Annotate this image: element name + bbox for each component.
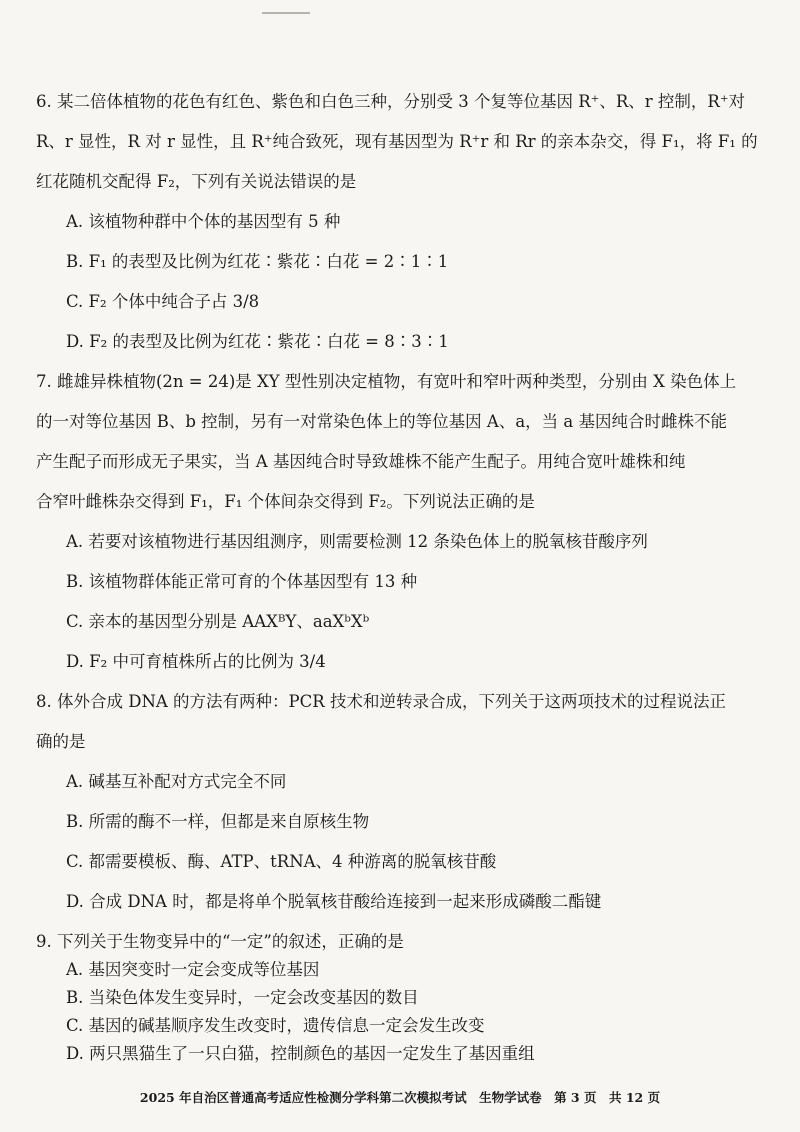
q9-stem-line1: 9. 下列关于生物变异中的“一定”的叙述，正确的是 — [36, 932, 404, 951]
q7-stem-line2: 的一对等位基因 B、b 控制，另有一对常染色体上的等位基因 A、a，当 a 基因纯合时雌株不能 — [36, 412, 728, 431]
q6-option-c: C. F₂ 个体中纯合子占 3/8 — [66, 292, 260, 311]
q8-stem-line2: 确的是 — [36, 732, 86, 751]
q6-option-b: B. F₁ 的表型及比例为红花∶紫花∶白花 = 2∶1∶1 — [66, 252, 449, 271]
q9-option-c: C. 基因的碱基顺序发生改变时，遗传信息一定会发生改变 — [66, 1016, 485, 1035]
q8-option-d: D. 合成 DNA 时，都是将单个脱氧核苷酸给连接到一起来形成磷酸二酯键 — [66, 892, 602, 911]
q7-stem-line3: 产生配子而形成无子果实，当 A 基因纯合时导致雄株不能产生配子。用纯合宽叶雄株和纯 — [36, 452, 686, 471]
q8-option-a: A. 碱基互补配对方式完全不同 — [66, 772, 287, 791]
q7-stem-line4: 合窄叶雌株杂交得到 F₁，F₁ 个体间杂交得到 F₂。下列说法正确的是 — [36, 492, 535, 511]
q7-option-a: A. 若要对该植物进行基因组测序，则需要检测 12 条染色体上的脱氧核苷酸序列 — [66, 532, 648, 551]
q9-option-d: D. 两只黑猫生了一只白猫，控制颜色的基因一定发生了基因重组 — [66, 1044, 535, 1063]
q7-option-d: D. F₂ 中可育植株所占的比例为 3/4 — [66, 652, 326, 671]
q6-stem-line1: 6. 某二倍体植物的花色有红色、紫色和白色三种，分别受 3 个复等位基因 R⁺、R、r 控制，R⁺对 — [36, 92, 746, 111]
scan-mark — [262, 12, 310, 14]
q6-option-d: D. F₂ 的表型及比例为红花∶紫花∶白花 = 8∶3∶1 — [66, 332, 449, 351]
q8-option-c: C. 都需要模板、酶、ATP、tRNA、4 种游离的脱氧核苷酸 — [66, 852, 497, 871]
q6-option-a: A. 该植物种群中个体的基因型有 5 种 — [66, 212, 341, 231]
page-footer: 2025 年自治区普通高考适应性检测分学科第二次模拟考试 生物学试卷 第 3 页 共 12 页 — [139, 1090, 661, 1105]
q9-option-a: A. 基因突变时一定会变成等位基因 — [66, 960, 320, 979]
q9-option-b: B. 当染色体发生变异时，一定会改变基因的数目 — [66, 988, 419, 1007]
q6-stem-line2: R、r 显性，R 对 r 显性，且 R⁺纯合致死，现有基因型为 R⁺r 和 Rr 的亲本杂交，得 F₁，将 F₁ 的 — [36, 132, 758, 151]
q8-stem-line1: 8. 体外合成 DNA 的方法有两种：PCR 技术和逆转录合成，下列关于这两项技术的过程说法正 — [36, 692, 726, 711]
q7-stem-line1: 7. 雌雄异株植物(2n = 24)是 XY 型性别决定植物，有宽叶和窄叶两种类型，分别由 X 染色体上 — [36, 372, 737, 391]
q7-option-b: B. 该植物群体能正常可育的个体基因型有 13 种 — [66, 572, 418, 591]
q7-option-c: C. 亲本的基因型分别是 AAXᴮY、aaXᵇXᵇ — [66, 612, 370, 631]
q8-option-b: B. 所需的酶不一样，但都是来自原核生物 — [66, 812, 370, 831]
q6-stem-line3: 红花随机交配得 F₂，下列有关说法错误的是 — [36, 172, 357, 191]
